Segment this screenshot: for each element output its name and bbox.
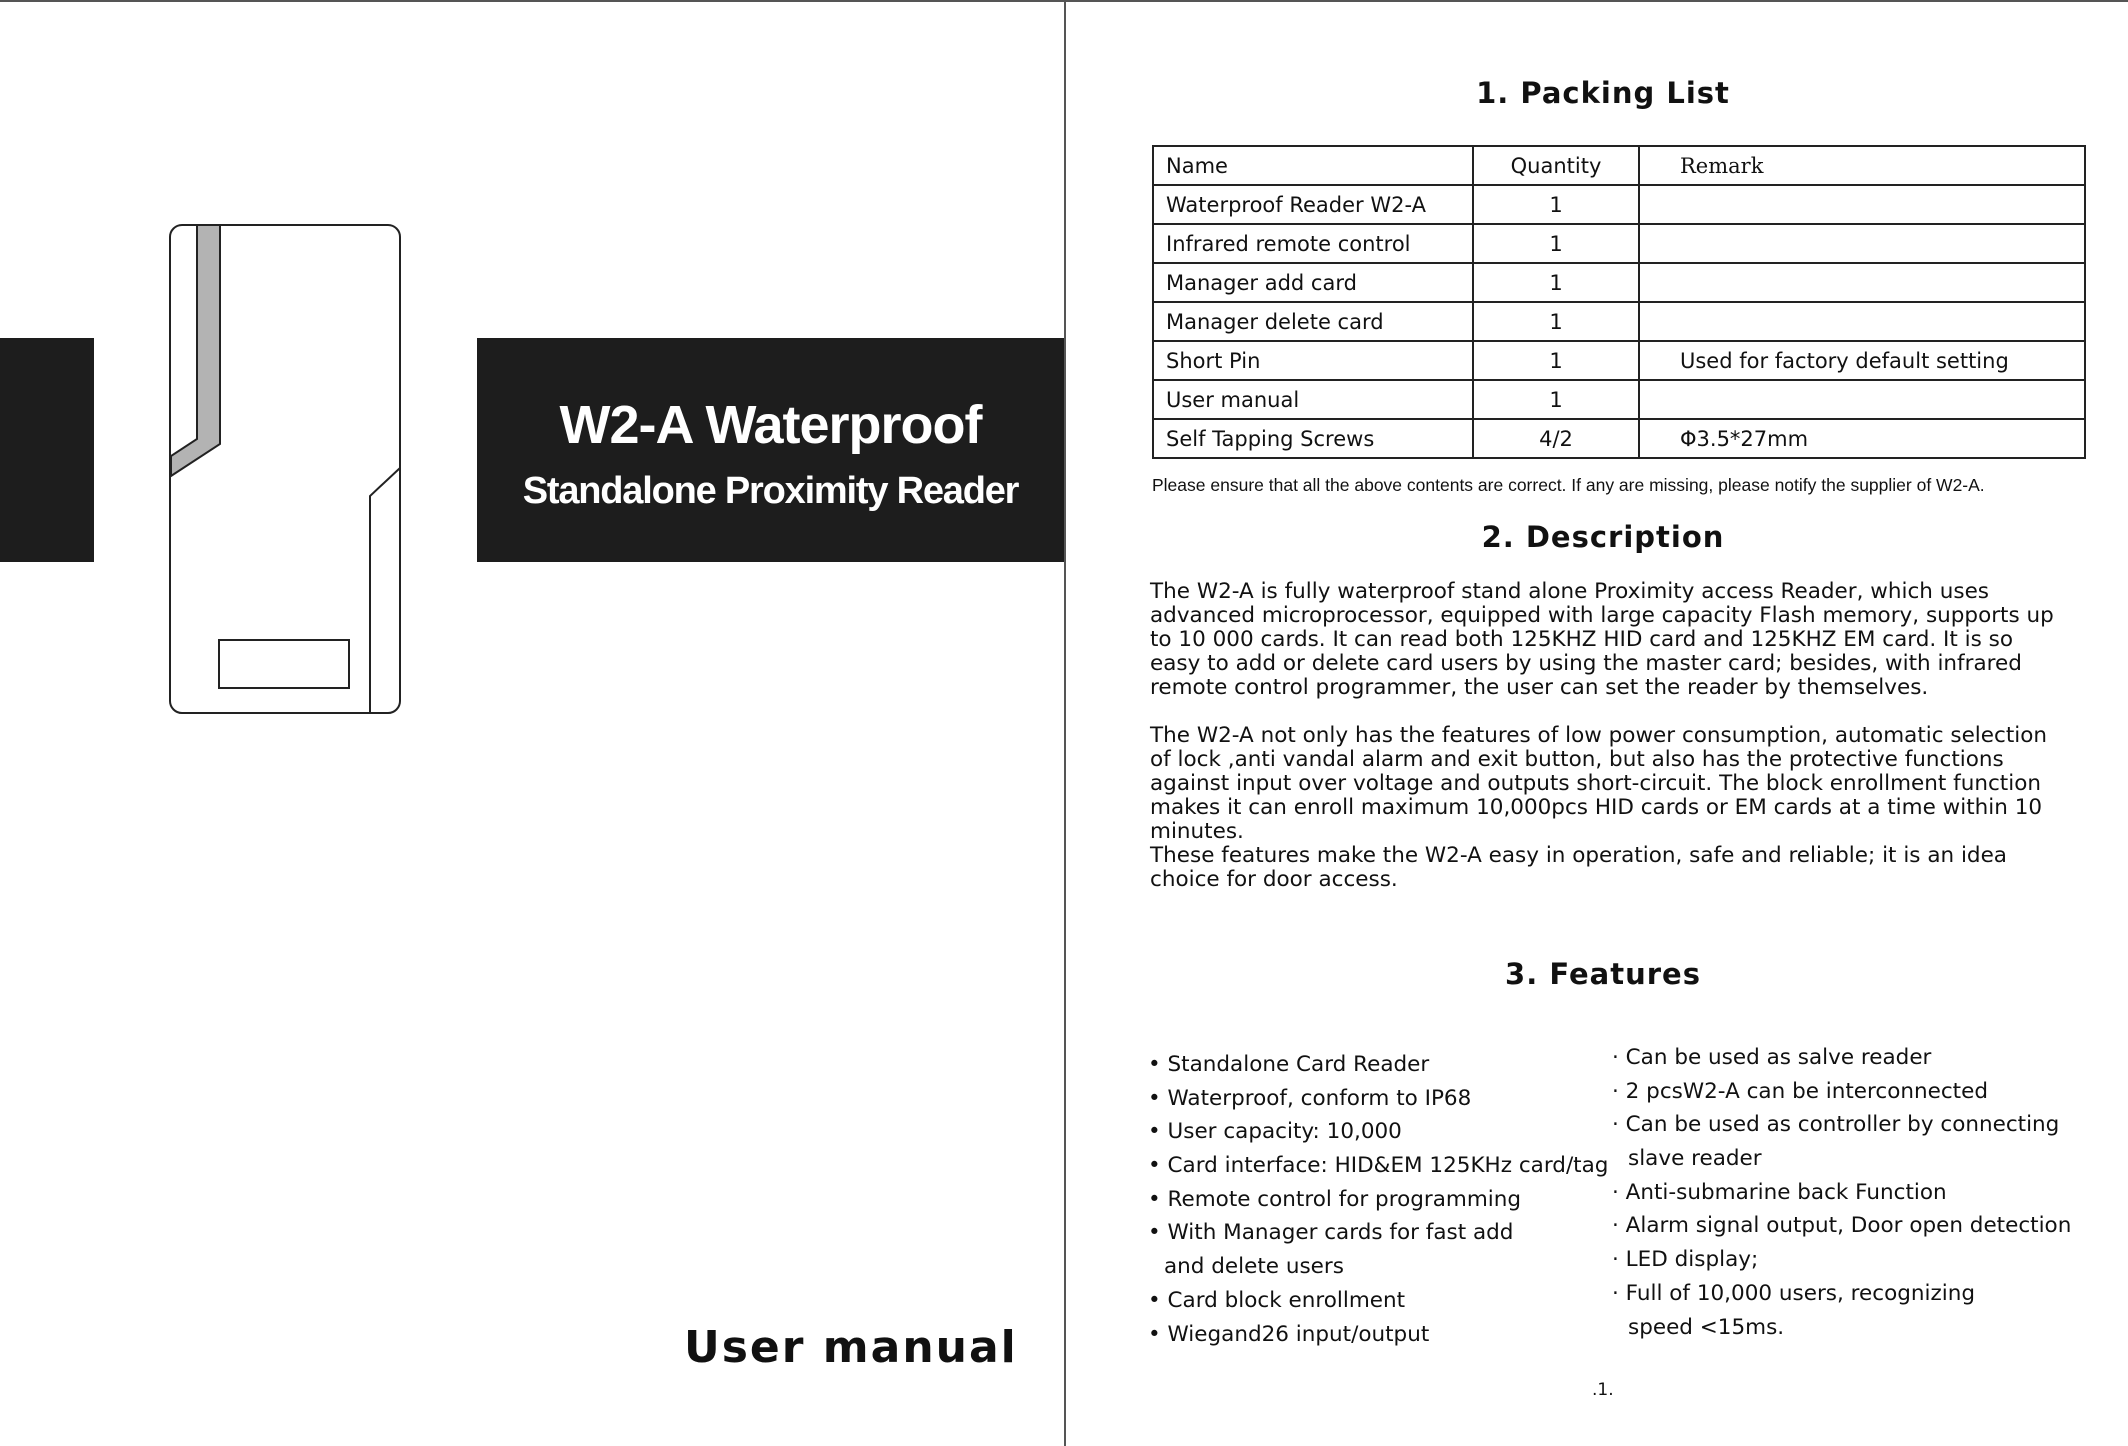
- row-quantity: 1: [1473, 185, 1639, 224]
- list-item: • Waterproof, conform to IP68: [1148, 1085, 1472, 1111]
- list-item: · Alarm signal output, Door open detection: [1612, 1213, 2072, 1239]
- list-item: · LED display;: [1612, 1247, 1759, 1273]
- description-heading: 2. Description: [1481, 520, 1725, 554]
- row-name: User manual: [1153, 380, 1473, 419]
- features-heading: 3. Features: [1505, 957, 1701, 991]
- table-row: [1153, 185, 2085, 224]
- row-name: Waterproof Reader W2-A: [1153, 185, 1473, 224]
- row-remark: [1639, 380, 2085, 419]
- row-quantity: 1: [1473, 263, 1639, 302]
- table-row: [1153, 380, 2085, 419]
- row-remark: [1639, 224, 2085, 263]
- packing-list-table: [1152, 145, 2086, 459]
- list-item: · Can be used as controller by connecting: [1612, 1112, 2060, 1138]
- list-item: • Standalone Card Reader: [1148, 1052, 1430, 1077]
- row-name: Short Pin: [1153, 341, 1473, 380]
- list-item: · Full of 10,000 users, recognizing: [1612, 1280, 1976, 1306]
- table-row: [1153, 263, 2085, 302]
- list-item: · 2 pcsW2-A can be interconnected: [1612, 1078, 1988, 1104]
- list-item: • Wiegand26 input/output: [1148, 1321, 1430, 1347]
- row-quantity: 1: [1473, 380, 1639, 419]
- packing-list-heading: 1. Packing List: [1476, 76, 1730, 110]
- header-quantity: Quantity: [1473, 146, 1639, 185]
- row-quantity: 1: [1473, 224, 1639, 263]
- page-number: .1.: [1592, 1380, 1614, 1400]
- row-remark: Φ3.5*27mm: [1639, 419, 2085, 458]
- header-name: Name: [1153, 146, 1473, 185]
- description-paragraph: The W2-A is fully waterproof stand alone Proximity access Reader, which uses advanced microprocessor, equipped with large capacity Flash memory, supports up to 10 000 cards. It can read both 125KHZ HID card and 125KHZ EM card. It is so easy to add or delete card users by using the master card; besides, with infrared remote control programmer, the user can set the reader by themselves.: [1150, 579, 2054, 700]
- row-quantity: 1: [1473, 302, 1639, 341]
- cover-subtitle: Standalone Proximity Reader: [522, 470, 1019, 512]
- table-row: [1153, 341, 2085, 380]
- features-list-right: [1612, 1045, 2071, 1348]
- row-quantity: 1: [1473, 341, 1639, 380]
- page-fold-line: [1064, 0, 1066, 1446]
- list-item: • Card interface: HID&EM 125KHz card/tag: [1148, 1153, 1609, 1179]
- row-quantity: 4/2: [1473, 419, 1639, 458]
- description-paragraph: The W2-A not only has the features of low power consumption, automatic selection of lock ,anti vandal alarm and exit button, but also has the protective functions against input over voltage and outputs short-circuit. The block enrollment function makes it can enroll maximum 10,000pcs HID cards or EM cards at a time within 10 minutes.: [1150, 723, 2048, 844]
- reader-device-icon: [165, 222, 405, 718]
- user-manual-label: User manual: [684, 1322, 1018, 1373]
- packing-note: Please ensure that all the above contents are correct. If any are missing, please notify the supplier of W2-A.: [1152, 475, 1985, 495]
- list-item: and delete users: [1164, 1254, 1344, 1280]
- list-item: · Anti-submarine back Function: [1612, 1179, 1947, 1205]
- row-remark: Used for factory default setting: [1639, 341, 2085, 380]
- table-header-row: [1153, 146, 2085, 185]
- row-remark: [1639, 302, 2085, 341]
- list-item: speed <15ms.: [1628, 1314, 1785, 1340]
- row-name: Infrared remote control: [1153, 224, 1473, 263]
- row-name: Manager delete card: [1153, 302, 1473, 341]
- cover-black-tab: [0, 338, 94, 562]
- row-remark: [1639, 185, 2085, 224]
- list-item: • User capacity: 10,000: [1148, 1119, 1402, 1145]
- list-item: · Can be used as salve reader: [1612, 1045, 1932, 1070]
- cover-title: W2-A Waterproof: [559, 395, 982, 455]
- table-row: [1153, 224, 2085, 263]
- table-row: [1153, 302, 2085, 341]
- row-remark: [1639, 263, 2085, 302]
- list-item: • Remote control for programming: [1148, 1186, 1522, 1212]
- list-item: • With Manager cards for fast add: [1148, 1220, 1514, 1246]
- row-name: Self Tapping Screws: [1153, 419, 1473, 458]
- features-list-left: [1148, 1052, 1608, 1355]
- description-paragraph: These features make the W2-A easy in operation, safe and reliable; it is an idea choice for door access.: [1150, 843, 2007, 892]
- table-row: [1153, 419, 2085, 458]
- cover-title-band: [477, 338, 1064, 562]
- list-item: slave reader: [1628, 1146, 1762, 1172]
- row-name: Manager add card: [1153, 263, 1473, 302]
- list-item: • Card block enrollment: [1148, 1287, 1406, 1313]
- header-remark: Remark: [1639, 146, 2085, 185]
